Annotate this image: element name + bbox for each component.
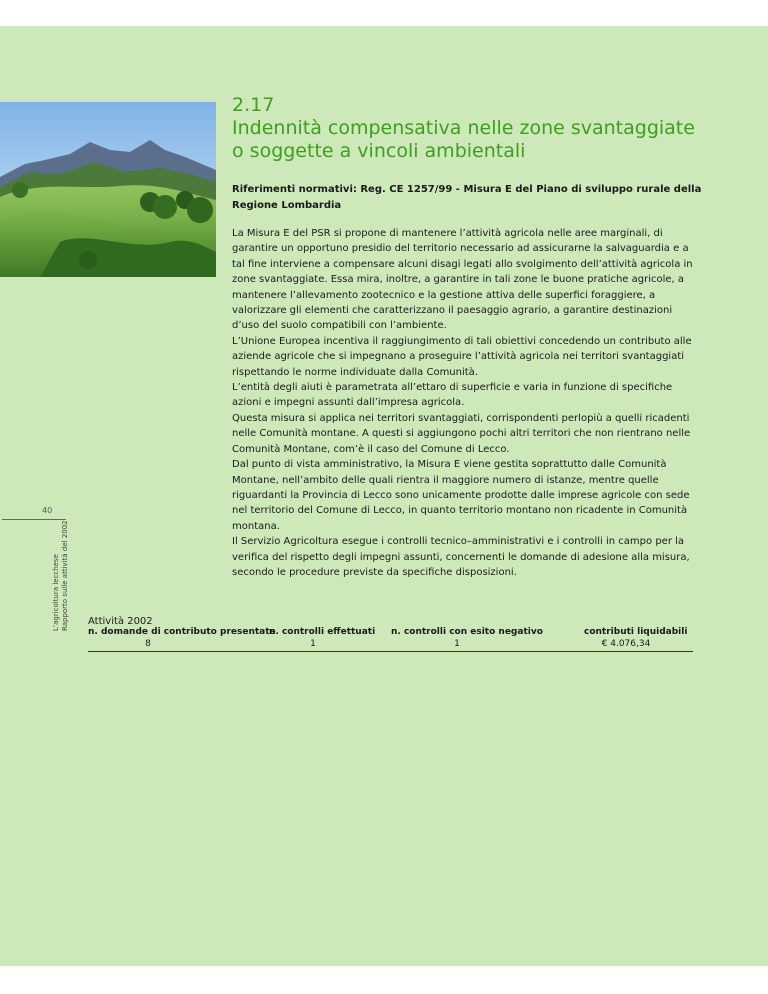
section-title-line-1: Indennità compensativa nelle zone svantaggiate: [232, 117, 695, 139]
paragraph: La Misura E del PSR si propone di mantenere l’attività agricola nelle aree marginali, di garantire un opportuno presidio del territorio necessario ad assicurarne la salvaguardia e a tal fine interviene a compensare alcuni disagi legati allo svolgimento dell’attività agricola in zone svantaggiate. Essa mira, inoltre, a garantire in tali zone le buone pratiche agricole, a mantenere l’allevamento zootecnico e la gestione attiva delle superfici foraggiere, a valorizzare gli elementi che caratterizzano il paesaggio agrario, a garantire destinazioni d’uso del suolo compatibili con l’ambiente.: [232, 228, 693, 332]
mountain-landscape-photo: [0, 102, 216, 277]
table-cell: 8: [145, 639, 151, 649]
running-title-line-1: L’agricoltura lecchese: [52, 554, 60, 631]
section-title-line-2: o soggette a vincoli ambientali: [232, 140, 526, 162]
paragraph: L’entità degli aiuti è parametrata all’ettaro di superficie e varia in funzione di specifiche azioni e impegni assunti dall’impresa agricola.: [232, 382, 673, 409]
running-title: [52, 520, 70, 631]
table-cell: 1: [310, 639, 316, 649]
paragraph: L’Unione Europea incentiva il raggiungimento di tali obiettivi concedendo un contributo alle aziende agricole che si impegnano a proseguire l’attività agricola nei territori svantaggiati rispettando le norme individuate dalla Comunità.: [232, 335, 692, 378]
table-cell: € 4.076,34: [601, 639, 651, 649]
table-header-cell: n. controlli con esito negativo: [391, 627, 543, 637]
paragraph: Dal punto di vista amministrativo, la Misura E viene gestita soprattutto dalle Comunità Montane, nell’ambito delle quali rientra il maggiore numero di istanze, mentre quelle riguardanti la Provincia di Lecco sono unicamente prodotte dalle imprese agricole con sede nel territorio del Comune di Lecco, in quanto territorio montano non ricadente in Comunità montana.: [232, 459, 690, 532]
paragraph: Il Servizio Agricoltura esegue i controlli tecnico–amministrativi e i controlli in campo per la verifica del rispetto degli impegni assunti, concernenti le domande di adesione alla misura, secondo le procedure previste da specifiche disposizioni.: [232, 536, 690, 578]
legal-references: Riferimenti normativi: Reg. CE 1257/99 - Misura E del Piano di sviluppo rurale della Regione Lombardia: [232, 184, 702, 211]
section-heading: [232, 94, 752, 163]
section-number: 2.17: [232, 94, 275, 116]
page-number: 40: [42, 506, 53, 515]
table-caption: Attività 2002: [88, 616, 153, 627]
table-cell: 1: [454, 639, 460, 649]
running-title-line-2: Rapporto sulle attività del 2002: [61, 520, 69, 631]
table-header-cell: contributi liquidabili: [584, 627, 688, 637]
activity-table: [88, 627, 693, 652]
table-header-cell: n. controlli effettuati: [269, 627, 376, 637]
table-header-cell: n. domande di contributo presentate: [88, 627, 276, 637]
page: [0, 26, 768, 966]
paragraph: Questa misura si applica nei territori svantaggiati, corrispondenti perlopiù a quelli ricadenti nelle Comunità montane. A questi si aggiungono pochi altri territori che non rientrano nelle Comunità Montane, com’è il caso del Comune di Lecco.: [232, 412, 691, 455]
body-text: [232, 226, 702, 580]
